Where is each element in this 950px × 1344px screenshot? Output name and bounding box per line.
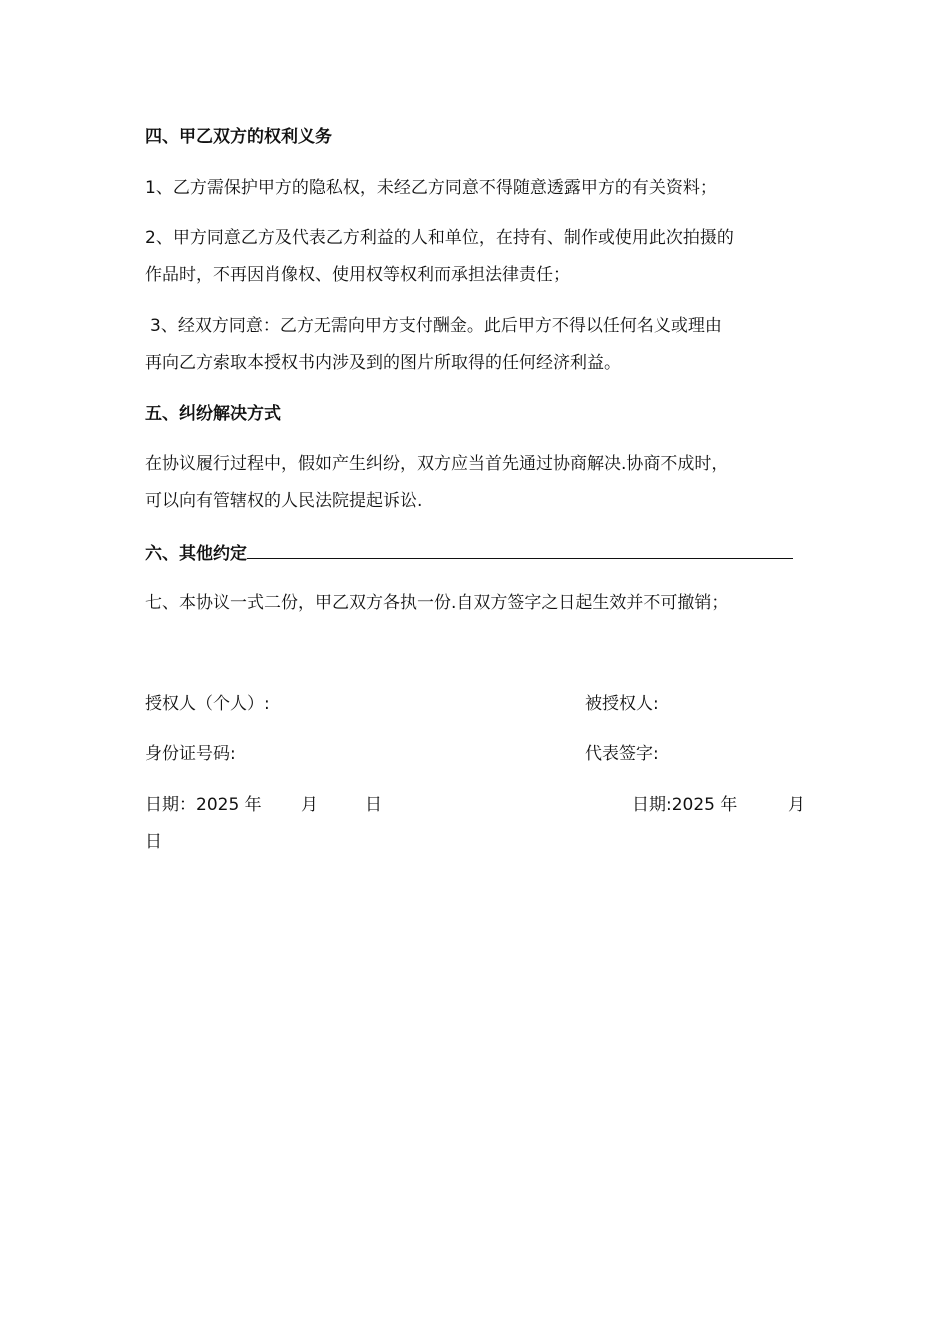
right-date-month: 月 [788,795,805,815]
left-date-day: 日 [365,795,382,815]
right-date-day: 日 [145,832,162,852]
left-date-month: 月 [301,795,318,815]
section4-item2-line2: 作品时，不再因肖像权、使用权等权利而承担法律责任； [145,265,570,285]
section4-heading: 四、甲乙双方的权利义务 [145,127,332,147]
section7-text: 七、本协议一式二份，甲乙双方各执一份.自双方签字之日起生效并不可撤销； [145,593,729,613]
section6-heading: 六、其他约定 [145,544,247,564]
rep-signature-label: 代表签字: [585,744,659,764]
left-date-prefix: 日期：2025 年 [145,795,262,815]
section4-item2-line1: 2、甲方同意乙方及代表乙方利益的人和单位，在持有、制作或使用此次拍摄的 [145,228,734,248]
section4-item3-line1: 3、经双方同意：乙方无需向甲方支付酬金。此后甲方不得以任何名义或理由 [150,316,722,336]
other-terms-blank-line [247,540,793,559]
section5-body-line2: 可以向有管辖权的人民法院提起诉讼. [145,491,423,511]
right-date-prefix: 日期:2025 年 [632,795,738,815]
id-number-label: 身份证号码: [145,744,236,764]
section4-item3-line2: 再向乙方索取本授权书内涉及到的图片所取得的任何经济利益。 [145,353,621,373]
grantor-label: 授权人（个人）: [145,694,270,714]
section6-row [145,540,805,566]
section4-item1: 1、乙方需保护甲方的隐私权，未经乙方同意不得随意透露甲方的有关资料； [145,178,717,198]
section5-body-line1: 在协议履行过程中，假如产生纠纷，双方应当首先通过协商解决.协商不成时， [145,454,729,474]
section5-heading: 五、纠纷解决方式 [145,404,281,424]
grantee-label: 被授权人: [585,694,659,714]
